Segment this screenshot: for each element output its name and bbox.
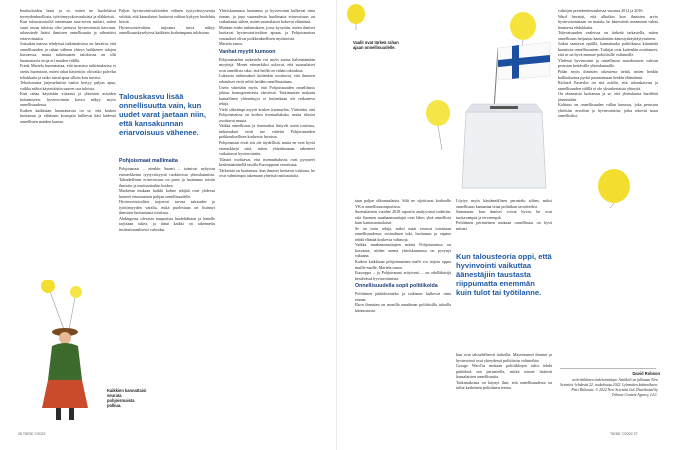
paragraph: Tilastot osoittavat, että itsemurhaluvut ovat pysyneet keskimääräisellä tasolla Eurooppaan verrattuna. [219,156,315,168]
paragraph: Tärkeintä on luottamus: kun ihmiset luottavat toisiinsa, he ovat valmiimpia tukemaan yhteisiä instituutioita. [219,167,315,179]
paragraph: Tehottomista järjestelmistä tuskin kertyy paljon apua, vaikka niihin käytettäisiin suuren osa tuloista. [20,80,116,91]
paragraph: Se on isoin tekijä, miksi maat eroavat toisistaan onnellisuudessa: sosiaalinen tuki, luottamus ja vapaus tehdä elämää koskevia valintoja. [355,225,451,242]
paragraph: Marketan mukaan kaikki kolme tekijää ovat yhdessä luoneet erinomaisen pohjan onnellisuudelle. [119,188,215,199]
paragraph: Hyvinvointivaltion tarjoama turva näkyy onnellisuuskyselyissä kaikkein korkeimpana tuloksena. [119,24,215,36]
paragraph: Poliittinen päätöksenteko ja tutkimus kulkevat rinta rinnan. [355,291,451,302]
paragraph: Jotkut saattavat epäillä, kannattaako politiikassa kiinnittää huomiota onnellisuuteen. Tutkijat ovat kuitenkin osoittaneet, että se on hyvä ennuste poliittisille valinnoille. [558,41,658,58]
paragraph: Kaiken kaikkiaan pohjoismainen malli voi tarjota oppia muille maille, Martela sanoo. [355,259,451,270]
paragraph: Suomalaisten vuoden 2018 raportin analyysissä todettiin, että Suomen maahanmuuttajat ovat lähes yhtä onnellisia kuin kantasuomalaiset. [355,209,451,226]
paragraph: Muistan erään tutkimuksen, jossa kysyttiin, miten ihmiset luottavat hyvinvointivaltion apuun, ja Pohjoismaissa vastaukset olivat poikkeuksellisen myönteisiä. [219,24,315,41]
footer-right: TIEDE 7/2022 27 [610,432,638,436]
paragraph: Vaikka maahanmuuttajien määrä Pohjoismaissa on kasvanut, niiden asema yhteiskunnassa on pysynyt vakaana. [355,242,451,259]
paragraph: Pohjoismaat eivät siis ole täydellisiä, mutta ne ovat hyviä esimerkkejä siitä, miten yhteiskunnan rakenteet vaikuttavat hyvinvointiin. [219,140,315,157]
footer-left: 26 TIEDE 7/2022 [18,432,46,436]
paragraph: Pidän myös ihmisten oikeutena tietää, miten heidän hallituksensa pyrkii parantamaan heidän elämäänsä. [558,69,658,80]
subhead-myytit: Vanhat myytit kumoon [219,48,276,55]
paragraph: Paljon hyvinvointivaltioiden välinen tyytyväisyyseroja selittää, että kansalaiset luottavat valtion kykyyn huolehtia heistä. [119,8,215,25]
paragraph: Yhteiskunnassa luottamus ja hyvinvointi kulkevat rinta rinnan, ja jopa vauraudesta huolimatta eriarvoisuus on vaikuttanut siihen, miten suomalaiset kokevat elämänsä. [219,8,315,25]
paragraph: Kaiken kaikkiaan huomattavaa on se, että korkea luottamus ja vähäinen korruptio kulkevat käsi kädessä onnellisten maiden kanssa. [20,107,116,124]
byline-text: on brittiläinen tiedetoimittaja. Artikkeli on julkaistu New Scientist -lehdessä 22. toukokuuta 2022. Lyhentäen käännöksen: Petri Riikonen. © 2022 New Scientist Ltd. Distributed by Tribune Content Agency, LLC. [560,378,658,397]
byline-separator [560,368,656,369]
paragraph: Institutioiden laatu ja se, miten ne huolehtivat terveydenhuollosta, työttömyyskorvauksista ja eläkkeistä. [20,8,116,19]
paragraph: Ekon ihmisten on monilla maailman poliittisilla tahoilla kiinnostusta. [355,302,451,313]
right-col3 [558,8,658,119]
paragraph: Vielä sitkeämpi myytti koskee itsemurhia. Väitetään, että Pohjoismaissa on korkea itsemurhaluku, mutta tilastot osoittavat muuta. [219,106,315,123]
paragraph: Luksusta tutkimukset kuitenkin osoittavat, että ihmisen odotukset eivät selitä heidän onnellisuuttaan. [219,73,315,85]
paragraph: Hyvinvointivaltiot tarjoavat turvaa sairauden ja työttömyyden varalta, mikä puolestaan on lisännyt ihmisten luottamusta toisiinsa. [119,199,215,216]
paragraph: Frank Martela huomauttaa, että monissa tutkimuksissa ei otettu huomioon, miten rahat käytettiin: oliivatko palvelut tehokkaita ja saiko niistä apua silloin kun tarvitsi. [20,63,116,80]
paragraph: Kohtuus on onnellisuuden vallan kumous, joka perustuu yhteisiin arvoihin ja hyvinvointiin, jotka tekevät maat onnellisiksi. [558,102,658,119]
paragraph: George Ward’in mukaan politiikkojen tulisi tehdä päätöksiä sen perusteella, mitkä toimet lisäävät kansalaisten onnellisuutta. [456,363,552,380]
pull-quote-right: Kun talousteoria oppi, että hyvinvointi vaikuttaa äänestäjiin taustasta riippumatta enemmän kuin tulot tai työtilanne. [456,252,552,297]
paragraph: Tutkimuksista on käynyt ilmi, että onnellisuudesta on tullut keskeinen poliittinen teema. [456,379,552,391]
paragraph: Pohjoismaiden tarkastelu voi myös auttaa hälventämään myyttejä. Monet esimerkiksi uskovat, että suomalaiset ovat onnellisia siksi, että heillä on vähän odotuksia. [219,56,315,73]
left-col3 [219,8,315,179]
paragraph: Yhdessä hyvinvointi ja onnellisuus muodostavat vahvan perustan kestävälle yhteiskunnalle. [558,57,658,69]
paragraph: Ahdingossa olevasta naapurista huolehditaan ja hänelle tarjotaan tukea, ja tämä kaikki on rakennettu institutionaalisesti vahvaksi. [119,215,215,233]
illustration-caption: Kaikkien kannattaisi seurata pohjoismaista polkua. [107,388,147,408]
paragraph: Eurooppa – ja Pohjoismaat erityisesti – on edelläkävijä kestävässä hyvinvoinnissa. [355,270,451,281]
left-col2-lower [119,156,215,233]
left-col1 [20,8,116,124]
paragraph: Joissakin maissa tehdyissä tutkimuksissa on havaittu, että onnellisuuden ja rahan välinen yhteys heikkenee tulojen kasvaessa, mutta tutkimusten tuloksissa on silti huomattavia eroja eri maiden välillä. [20,41,116,63]
page-gutter [336,0,337,450]
paragraph: Kun talousteorioiltä tuntemaan tasa-arvon mittari, miten suuri osuus tuloista olisi jaettava hyvinvoinnin kasvuun, taloustiede lisäisi ihmisten onnellisuutta ja vähentäisi eriarvoisuutta. [20,19,116,41]
paragraph: Martela sanoo. [219,41,244,47]
paragraph: Sanomaan: kun ihmiset voivat hyvin, he ovat tuottavampia ja terveempiä. [456,209,552,220]
paragraph: kun ovat taloudellisesti tiukoilla. Masentuneet ihmiset ja hyvinvointi ovat yhteydessä poliittisiin valintoihin. [456,352,552,363]
left-col2 [119,8,215,36]
subhead-politiikoida: Onnellisuudella sopii politiikoida [355,283,438,290]
paragraph: valtiojen presidentinvaaleissa vuosina 2012 ja 2016. [558,8,644,13]
paragraph: Löytyy myös käytännöllisen perustelu siihen, miksi onnellisuus kannattaa ottaa politiikan tavoitteeksi. [456,198,552,209]
woman-illustration-icon [30,280,100,425]
paragraph: Pohjoismaat – etenkin Suomi – toimivat nykyisin esimerkkeinä tyytyväisyyttä ruokkivista yhteiskunnista. Taloudellinen eriarvoisuus on pieni ja luottamus toisiin ihmisiin ja instituutioihin korkea. [119,166,215,188]
balloon-icon [424,100,452,150]
photo-caption: Vaalit ovat tärkeä rahan ajaan onnellisuudelle. [353,40,399,50]
paragraph: taan paljon ulkomaalaisia. Silti ne sijoittuvat korkealle YK:n onnellisuusraportissa. [355,198,451,209]
paragraph: Poliittinen perinteinen mukaan onnellisuus on hyvä mittari. [456,220,552,231]
right-col2-lower [456,352,552,391]
paragraph: Richard Easterlin on sitä mieltä, että talouskasvun ja onnellisuuden välillä ei ole yksinkertaista yhteyttä. [558,80,658,91]
right-col2 [456,198,552,231]
balloon-icon [596,168,632,208]
right-col1 [355,198,451,313]
paragraph: On olennaista luottamus ja se, että yhteiskunta huolehtii jäsenistään. [558,91,658,102]
byline-name: David Robson [632,371,660,376]
balloon-icon [346,4,366,30]
ballot-box-icon [454,40,554,190]
paragraph: Ward havaitsi, että alkoikin kun ihmisten arvio hyvinvoinnistaan on matala, he äänestävät useammin valtaa haastavia ehdokkaita. [558,13,658,30]
finnish-flag-icon [494,42,550,110]
subhead-pohjoismaat: Pohjoismaat mallimaita [119,158,178,164]
paragraph: Usein väitetään myös, että Pohjoismaiden onnellisuus johtuu homogeenisesta väestöstä. Tutkimusten mukaan kansallinen yhtenäisyys ei kuitenkaan ole ratkaiseva tekijä. [219,84,315,107]
paragraph: Tulevaisuuden vaaleissa on tärkeää tarkastella, miten onnellisuus heijastuu kansalaisten äänestyskäyttäytymiseen. [558,30,658,41]
pull-quote-left: Talouskasvu lisää onnellisuutta vain, kun uudet varat jaetaan niin, että kansakunnan eriarvoisuus vähenee. [119,92,206,137]
paragraph: Kun rahaa käytetään viisaasti ja yhteisten asioiden hoitamiseen, hyvinvoinnin kasvu näkyy myös onnellisuudessa. [20,91,116,108]
paragraph: Vaikka onnellisuus ja itsemurhat liittyvät usein toisiinsa, tutkimukset eivät tue väitettä Pohjoismaiden poikkeuksellisen korkeista luvuista. [219,123,315,140]
